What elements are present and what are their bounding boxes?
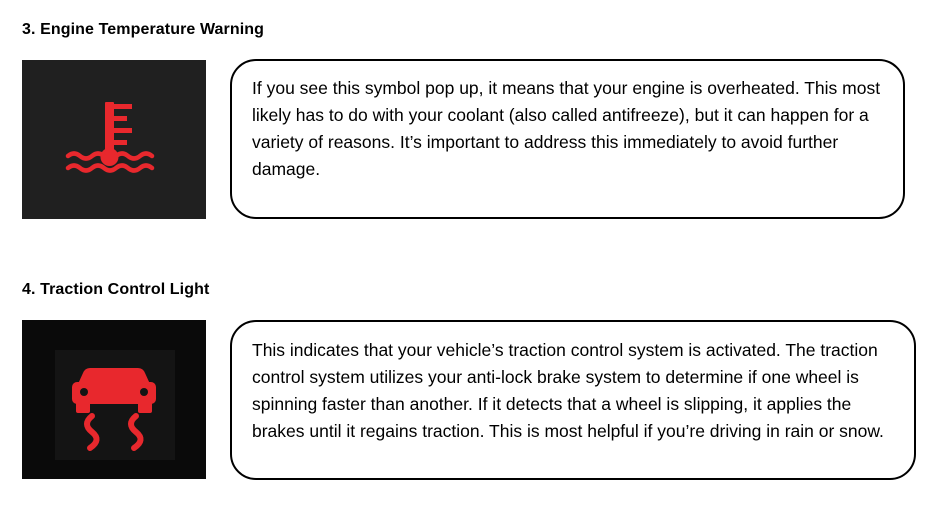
- description-text-traction-control: This indicates that your vehicle’s traction control system is activated. The traction control system utilizes your anti-lock brake system to determine if one wheel is spinning faster than another. If it detects that a wheel is slipping, it applies the brakes until it regains traction. This is most helpful if you’re driving in rain or snow.: [252, 340, 884, 441]
- description-box-engine-temperature: [230, 59, 905, 219]
- description-text-engine-temperature: If you see this symbol pop up, it means that your engine is overheated. This most likely has to do with your coolant (also called antifreeze), but it can happen for a variety of reasons. It’s important to address this immediately to avoid further damage.: [252, 78, 881, 179]
- engine-temperature-icon-panel: [22, 60, 206, 219]
- engine-temperature-warning-icon: [22, 60, 206, 219]
- traction-control-icon: [22, 320, 206, 479]
- section-heading-engine-temperature: 3. Engine Temperature Warning: [22, 21, 265, 38]
- traction-control-icon-panel: [22, 320, 206, 479]
- description-box-traction-control: [230, 320, 916, 480]
- section-heading-traction-control: 4. Traction Control Light: [22, 281, 210, 298]
